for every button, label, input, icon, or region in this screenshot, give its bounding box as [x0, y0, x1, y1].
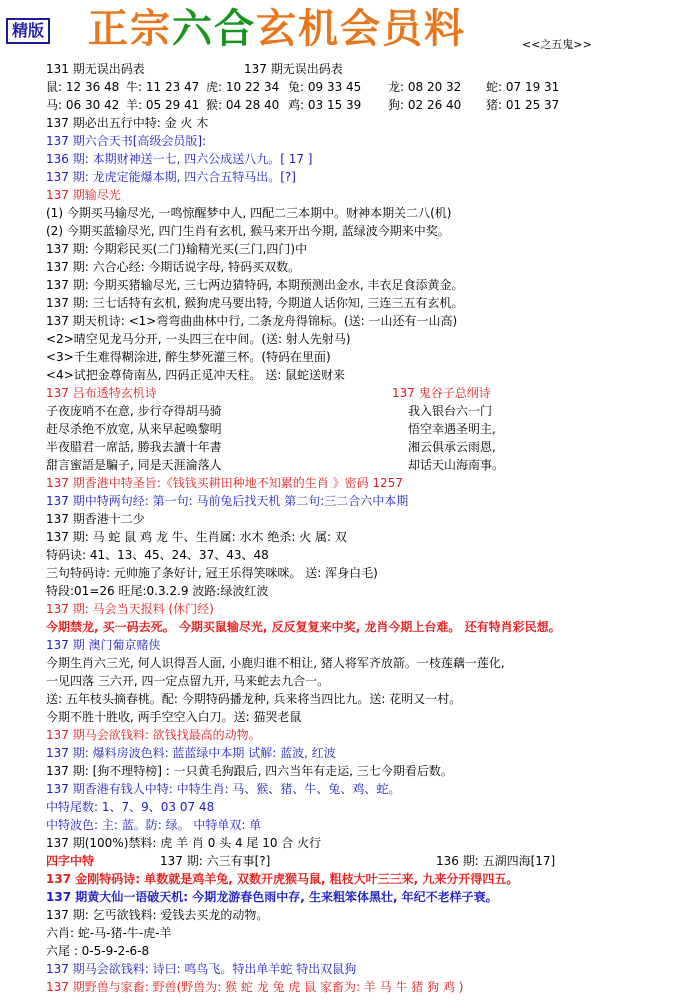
text-line: 137 期: 马会当天报料 (休门经) [46, 602, 214, 616]
zodiac-cell: 羊: 05 29 41 [126, 98, 200, 112]
page-header [0, 0, 690, 60]
text-line: 今期禁龙, 买一码去死。 今期买鼠输尽光, 反反复复来中奖, 龙肖今期上台难。 还有特肖彩民想。 [46, 620, 561, 634]
text-line: 137 期: 龙虎定能爆本期, 四六合五特马出。[?] [46, 170, 296, 184]
text-line: 137 期香港有钱人中特: 中特生肖: 马、猴、猪、牛、兔、鸡、蛇。 [46, 782, 401, 796]
text-line: 中特波色: 主: 蓝。防: 绿。 中特单双: 单 [46, 818, 262, 832]
text-line: 137 期香港中特圣旨:《钱钱买耕田种地不知累的生肖 》密码 1257 [46, 476, 403, 490]
poem-right-line: 悟空幸遇圣明主, [408, 422, 496, 436]
text-line: 中特尾数: 1、7、9、03 07 48 [46, 800, 215, 814]
text-line: <3>千生难得糊涂进, 醉生梦死灌三杯。(特码在里面) [46, 350, 331, 364]
table-title-137: 137 期无误出码表 [244, 62, 343, 76]
poem-left-title: 137 吕布透特玄机诗 [46, 386, 157, 400]
text-line: 今期生肖六三光, 何人识得吾人面, 小鹿归谁不相让, 猪人将军齐放箭。一枝莲藕一莲化, [46, 656, 505, 670]
zodiac-cell: 牛: 11 23 47 [126, 80, 200, 94]
zodiac-cell: 猴: 04 28 40 [206, 98, 280, 112]
poem-right-title: 137 鬼谷子总纲诗 [392, 386, 491, 400]
mixed-right: 136 期: 五湖四海[17] [436, 854, 556, 868]
text-line: 六尾 : 0-5-9-2-6-8 [46, 944, 150, 958]
text-line: 137 期 澳门葡京赌侠 [46, 638, 161, 652]
text-line: 137 期(100%)禁料: 虎 羊 肖 0 头 4 尾 10 合 火行 [46, 836, 322, 850]
text-line: 137 期六合天书[高级会员版]: [46, 134, 207, 148]
text-line: 136 期: 本期财神送一七, 四六公成送八九。[ 17 ] [46, 152, 313, 166]
zodiac-cell: 虎: 10 22 34 [206, 80, 280, 94]
text-line: 137 期马会欲钱料: 诗曰: 鸣鸟飞。特出单羊蛇 特出双鼠狗 [46, 962, 357, 976]
zodiac-cell: 马: 06 30 42 [46, 98, 120, 112]
text-line: 137 期香港十二少 [46, 512, 145, 526]
text-line: (1) 今期买马输尽光, 一鸣惊醒梦中人, 四配二三本期中。财神本期关二八(机) [46, 206, 452, 220]
poem-right-line: 我入银台六一门 [408, 404, 493, 418]
text-line: 137 期: 六合心经: 今期话说字母, 特码买双数。 [46, 260, 301, 274]
text-line: 特码诀: 41、13、45、24、37、43、48 [46, 548, 269, 562]
text-line: 特段:01=26 旺尾:0.3.2.9 波路:绿波红波 [46, 584, 269, 598]
zodiac-cell: 蛇: 07 19 31 [486, 80, 560, 94]
text-line: 137 期: 马 蛇 鼠 鸡 龙 牛、生肖属: 水木 绝杀: 火 属: 双 [46, 530, 347, 544]
poem-right-line: 却话天山海南事。 [408, 458, 505, 472]
title-part-1: 正宗 [88, 5, 172, 52]
zodiac-cell: 龙: 08 20 32 [388, 80, 462, 94]
title-part-2: 六合 [172, 5, 256, 52]
text-line: <2>晴空见龙马分开, 一头四三在中间。(送: 射人先射马) [46, 332, 351, 346]
text-line: 137 期黄大仙一语破天机: 今期龙游春色雨中存, 生来粗笨体黑壮, 年纪不老样子衰。 [46, 890, 498, 904]
text-line: 今期不胜十胜收, 两手空空入白刀。送: 猫哭老鼠 [46, 710, 302, 724]
poem-right-line: 湘云俱承云雨恩, [408, 440, 496, 454]
text-line: 三句特码诗: 元帅施了条好计, 冠王乐得笑咪咪。 送: 浑身白毛) [46, 566, 378, 580]
text-line: 一见四落 三六开, 四一定点留九开, 马来蛇去九合一。 [46, 674, 330, 688]
text-line: 137 期马会欲钱料: 欲钱找最高的动物。 [46, 728, 261, 742]
text-line: 137 期必出五行中特: 金 火 木 [46, 116, 209, 130]
text-line: 137 金刚特码诗: 单数就是鸡羊兔, 双数开虎猴马鼠, 粗枝大叶三三来, 九来分开得四五。 [46, 872, 519, 886]
text-line: 137 期: 今期买猪输尽光, 三七两边猜特码, 本期预测出金水, 丰衣足食添黄金。 [46, 278, 464, 292]
zodiac-cell: 鼠: 12 36 48 [46, 80, 120, 94]
edition-badge: 精版 [6, 18, 50, 44]
mixed-mid: 137 期: 六三有事[?] [160, 854, 271, 868]
page-subtitle: <<之五鬼>> [522, 38, 592, 51]
text-line: 137 期: 爆料房波色料: 蓝蓝绿中本期 试解: 蓝波, 红波 [46, 746, 336, 760]
zodiac-cell: 狗: 02 26 40 [388, 98, 462, 112]
zodiac-cell: 猪: 01 25 37 [486, 98, 560, 112]
text-line: 送: 五年枝头摘春桃。配: 今期特码播龙种, 兵来将当四比九。送: 花明又一村。 [46, 692, 462, 706]
text-line: <4>试把金尊倚南丛, 四码正觅冲天柱。 送: 鼠蛇送财来 [46, 368, 346, 382]
title-part-4: 会员料 [340, 5, 466, 52]
text-line: 137 期野兽与家畜: 野兽(野兽为: 猴 蛇 龙 兔 虎 鼠 家畜为: 羊 马 牛 猪 狗 鸡 ) [46, 980, 464, 994]
poem-left-line: 甜言蜜語是騙子, 同是天涯淪落人 [46, 458, 222, 472]
text-line: 137 期天机诗: <1>弯弯曲曲林中行, 二条龙舟得锦标。(送: 一山还有一山高) [46, 314, 458, 328]
zodiac-cell: 兔: 09 33 45 [288, 80, 362, 94]
text-line: 137 期: 今期彩民买(二门)输精光买(三门,四门)中 [46, 242, 308, 256]
table-title-131: 131 期无误出码表 [46, 62, 145, 76]
poem-left-line: 子夜庞哨不在意, 步行夺得胡马骑 [46, 404, 222, 418]
poem-left-line: 赶尽杀绝不放宽, 从来早起唤黎明 [46, 422, 222, 436]
text-line: 137 期中特两句经: 第一句: 马前兔后找天机 第二句:三二合六中本期 [46, 494, 409, 508]
text-line: 137 期输尽光 [46, 188, 121, 202]
text-line: 137 期: [狗不理特榜] : 一只黄毛狗跟后, 四六当年有走运, 三七今期看后数。 [46, 764, 453, 778]
page-title [88, 4, 466, 54]
mixed-left: 四字中特 [46, 854, 95, 868]
text-line: 137 期: 三七话特有玄机, 猴狗虎马要出特, 今期道人话你知, 三连三五有玄机。 [46, 296, 464, 310]
text-line: 六肖: 蛇-马-猪-牛-虎-羊 [46, 926, 172, 940]
text-line: 137 期: 乞丐欲钱料: 爱钱去买龙的动物。 [46, 908, 269, 922]
poem-left-line: 半夜腊君一席話, 勝我去讀十年書 [46, 440, 222, 454]
zodiac-cell: 鸡: 03 15 39 [288, 98, 362, 112]
text-line: (2) 今期买蓝输尽光, 四门生肖有玄机, 猴马来开出今期, 蓝绿波今期来中奖。 [46, 224, 450, 238]
title-part-3: 玄机 [256, 5, 340, 52]
